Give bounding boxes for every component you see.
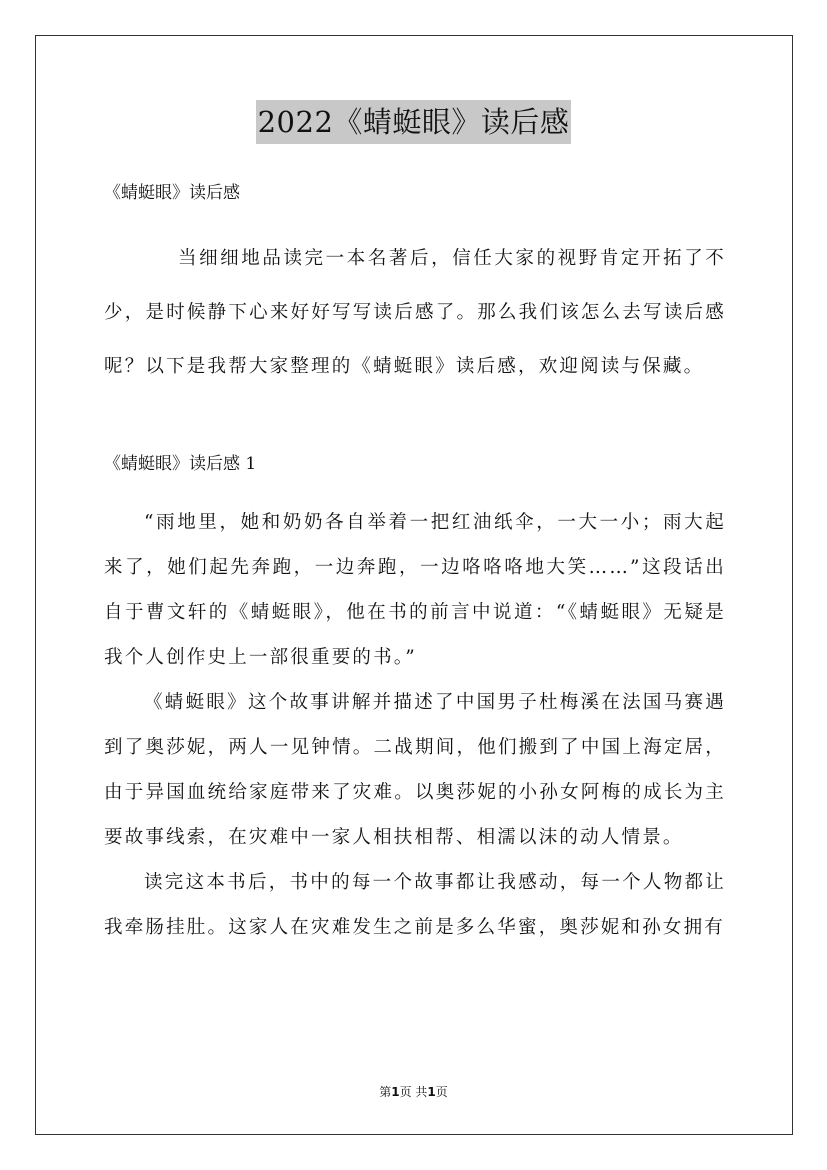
section-body xyxy=(104,500,726,950)
body-paragraph-2: 《蜻蜓眼》这个故事讲解并描述了中国男子杜梅溪在法国马赛遇到了奥莎妮，两人一见钟情。二战期间，他们搬到了中国上海定居，由于异国血统给家庭带来了灾难。以奥莎妮的小孙女阿梅的成长为主要故事线索，在灾难中一家人相扶相帮、相濡以沫的动人情景。 xyxy=(104,692,726,848)
footer-page-total: 1 xyxy=(427,1085,436,1099)
document-title: 2022《蜻蜓眼》读后感 xyxy=(256,100,572,144)
title-container xyxy=(0,100,827,144)
body-paragraph-1: “雨地里，她和奶奶各自举着一把红油纸伞，一大一小；雨大起来了，她们起先奔跑，一边奔跑，一边咯咯咯地大笑……”这段话出自于曹文轩的《蜻蜓眼》，他在书的前言中说道：“《蜻蜓眼》无疑是我个人创作史上一部很重要的书。” xyxy=(104,512,726,668)
intro-paragraph: 当细细地品读完一本名著后，信任大家的视野肯定开拓了不少，是时候静下心来好好写写读后感了。那么我们该怎么去写读后感呢？以下是我帮大家整理的《蜻蜓眼》读后感，欢迎阅读与保藏。 xyxy=(104,248,726,377)
footer-page-number: 1 xyxy=(391,1085,400,1099)
footer-page-suffix: 页 xyxy=(435,1085,448,1099)
footer-page-mid: 页 共 xyxy=(399,1085,428,1099)
page-footer xyxy=(0,1083,827,1100)
footer-page-prefix: 第 xyxy=(379,1085,392,1099)
document-subtitle: 《蜻蜓眼》读后感 xyxy=(104,183,240,203)
body-paragraph-3: 读完这本书后，书中的每一个故事都让我感动，每一个人物都让我牵肠挂肚。这家人在灾难发生之前是多么华蜜，奥莎妮和孙女拥有 xyxy=(104,872,726,938)
section-heading: 《蜻蜓眼》读后感 1 xyxy=(104,454,257,474)
